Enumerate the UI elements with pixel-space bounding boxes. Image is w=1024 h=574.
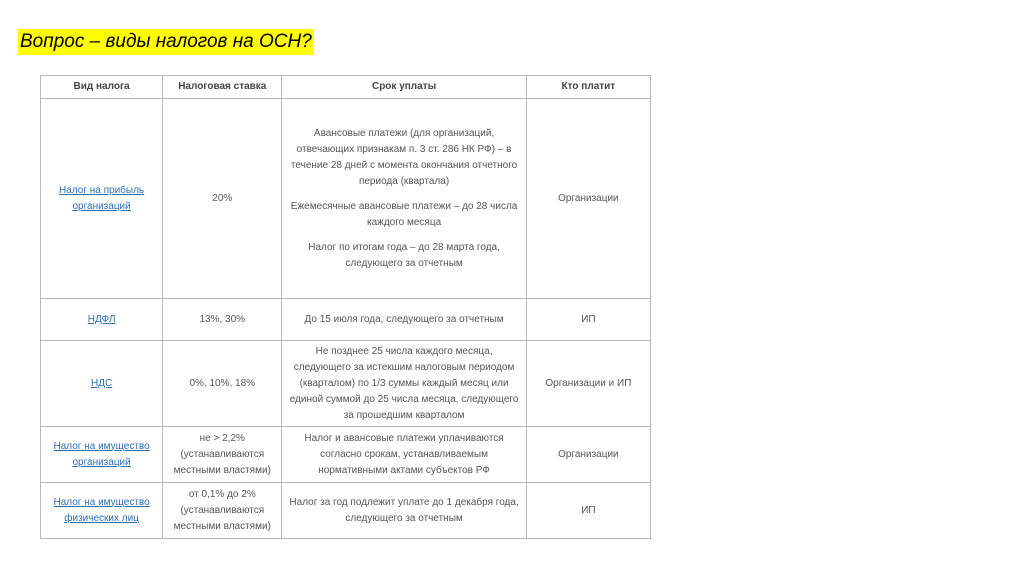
tax-link-individual-property[interactable]: Налог на имущество физических лиц [53, 496, 150, 524]
deadline-paragraph: Не позднее 25 числа каждого месяца, следующего за истекшим налоговым периодом (кварталом) по 1/3 суммы каждый месяц или единой суммой до 25 числа месяца, следующего за прошедшим кварталом [289, 345, 519, 421]
header-deadline: Срок уплаты [282, 76, 526, 99]
deadline-paragraph: До 15 июля года, следующего за отчетным [304, 313, 504, 325]
deadline-cell [282, 99, 526, 299]
table-row [41, 341, 651, 427]
deadline-paragraph: Налог и авансовые платежи уплачиваются согласно срокам, устанавливаемым нормативными актами субъектов РФ [304, 432, 504, 476]
tax-cell [41, 427, 163, 483]
deadline-cell [282, 299, 526, 341]
deadline-paragraph: Налог по итогам года – до 28 марта года, следующего за отчетным [308, 241, 500, 269]
tax-link-nds[interactable]: НДС [90, 377, 113, 389]
deadline-cell [282, 341, 526, 427]
payer-cell: Организации [526, 427, 650, 483]
payer-cell: ИП [526, 483, 650, 539]
deadline-paragraph: Налог за год подлежит уплате до 1 декабря года, следующего за отчетным [289, 496, 519, 524]
deadline-paragraph: Ежемесячные авансовые платежи – до 28 числа каждого месяца [290, 200, 518, 228]
payer-cell: ИП [526, 299, 650, 341]
tax-cell [41, 483, 163, 539]
taxes-table [40, 75, 651, 539]
tax-link-corporate-property[interactable]: Налог на имущество организаций [53, 440, 150, 468]
tax-cell [41, 341, 163, 427]
header-tax-type: Вид налога [41, 76, 163, 99]
deadline-paragraph: Авансовые платежи (для организаций, отвечающих признакам п. 3 ст. 286 НК РФ) – в течение 28 дней с момента окончания отчетного периода (квартала) [290, 127, 518, 187]
tax-cell [41, 99, 163, 299]
rate-cell: 0%, 10%, 18% [163, 341, 282, 427]
tax-link-ndfl[interactable]: НДФЛ [87, 313, 116, 325]
deadline-cell [282, 427, 526, 483]
table-header-row [41, 76, 651, 99]
rate-cell: не > 2,2% (устанавливаются местными властями) [163, 427, 282, 483]
deadline-cell [282, 483, 526, 539]
payer-cell: Организации и ИП [526, 341, 650, 427]
header-tax-rate: Налоговая ставка [163, 76, 282, 99]
tax-cell [41, 299, 163, 341]
rate-cell: от 0,1% до 2% (устанавливаются местными властями) [163, 483, 282, 539]
header-payer: Кто платит [526, 76, 650, 99]
page-title: Вопрос – виды налогов на ОСН? [18, 29, 314, 55]
table-row [41, 427, 651, 483]
table-row [41, 483, 651, 539]
rate-cell: 13%, 30% [163, 299, 282, 341]
table-row [41, 99, 651, 299]
tax-link-profit[interactable]: Налог на прибыль организаций [59, 184, 145, 212]
table-row [41, 299, 651, 341]
rate-cell: 20% [163, 99, 282, 299]
payer-cell: Организации [526, 99, 650, 299]
